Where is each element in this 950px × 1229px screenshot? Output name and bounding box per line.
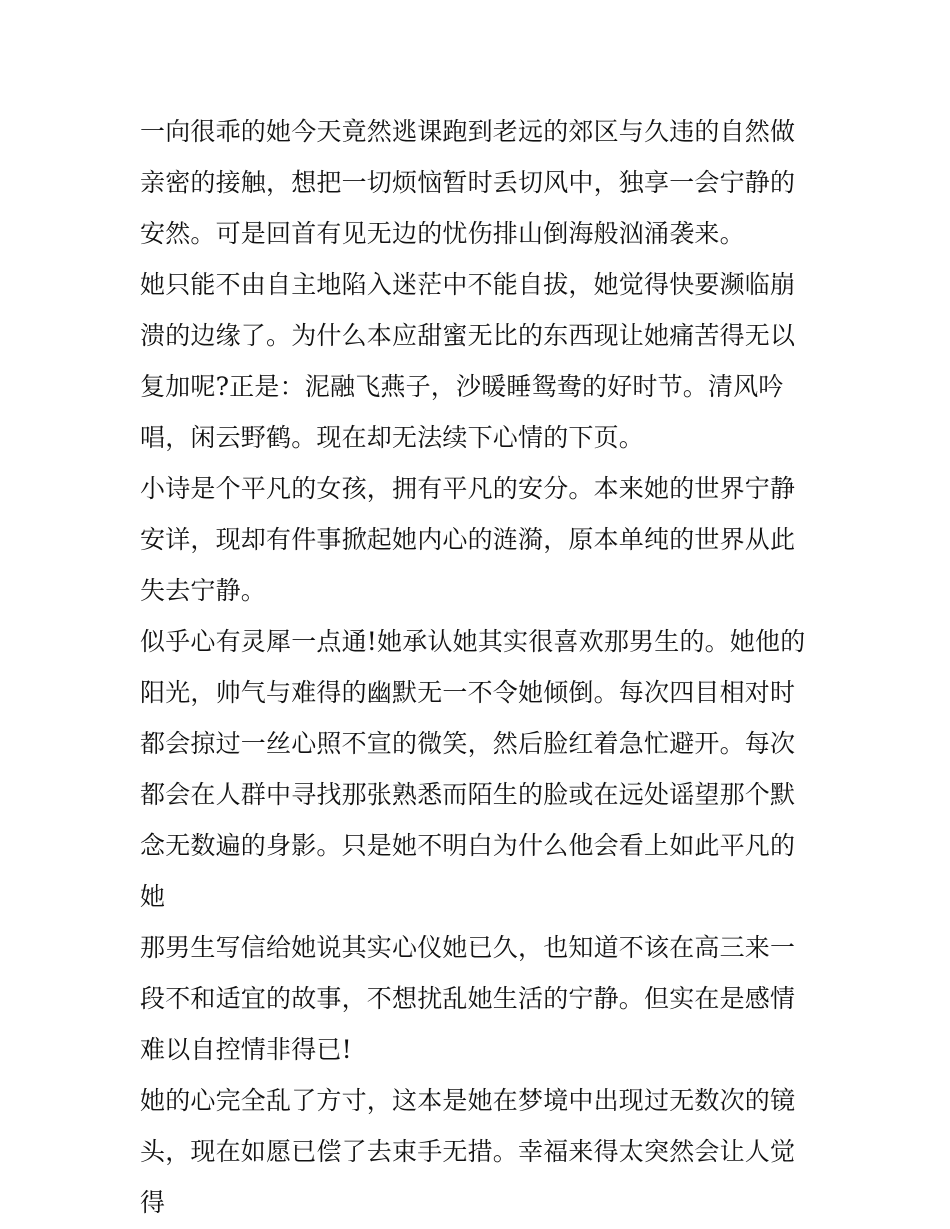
paragraph-1: 一向很乖的她今天竟然逃课跑到老远的郊区与久违的自然做亲密的接触，想把一切烦恼暂时丢切风中，独享一会宁静的安然。可是回首有见无边的忧伤排山倒海般汹涌袭来。 <box>140 117 796 248</box>
paragraph-6: 她的心完全乱了方寸，这本是她在梦境中出现过无数次的镜头，现在如愿已偿了去束手无措。幸福来得太突然会让人觉得 <box>140 1086 796 1217</box>
paragraph-3: 小诗是个平凡的女孩，拥有平凡的安分。本来她的世界宁静安详，现却有件事掀起她内心的涟漪，原本单纯的世界从此失去宁静。 <box>140 474 796 605</box>
document-body <box>140 106 820 1228</box>
paragraph-4: 似乎心有灵犀一点通!她承认她其实很喜欢那男生的。她他的阳光，帅气与难得的幽默无一不令她倾倒。每次四目相对时都会掠过一丝心照不宣的微笑，然后脸红着急忙避开。每次都会在人群中寻找那张熟悉而陌生的脸或在远处谣望那个默念无数遍的身影。只是她不明白为什么他会看上如此平凡的她 <box>140 627 806 911</box>
paragraph-5: 那男生写信给她说其实心仪她已久，也知道不该在高三来一段不和适宜的故事，不想扰乱她生活的宁静。但实在是感情难以自控情非得已! <box>140 933 796 1064</box>
paragraph-2: 她只能不由自主地陷入迷茫中不能自拔，她觉得快要濒临崩溃的边缘了。为什么本应甜蜜无比的东西现让她痛苦得无以复加呢?正是：泥融飞燕子，沙暖睡鸳鸯的好时节。清风吟唱，闲云野鹤。现在却无法续下心情的下页。 <box>140 270 796 452</box>
